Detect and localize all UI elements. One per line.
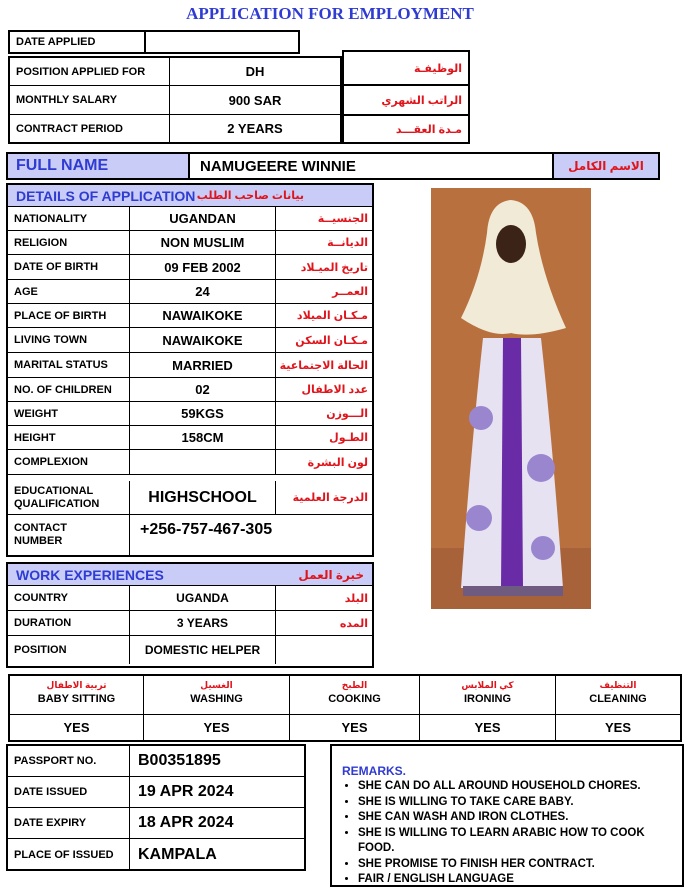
education-label-2: QUALIFICATION (14, 497, 100, 510)
details-row-ar: مـكـان الميلاد (296, 310, 368, 322)
work-header-label: WORK EXPERIENCES (16, 566, 164, 583)
work-header-ar: خبرة العمل (298, 567, 364, 582)
work-row (8, 636, 372, 664)
contact-label (8, 515, 130, 555)
details-row (8, 304, 372, 328)
details-row-ar: عدد الاطفال (301, 384, 368, 396)
skill-value: YES (556, 714, 680, 740)
education-value: HIGHSCHOOL (130, 481, 276, 514)
contact-label-1: CONTACT (14, 522, 67, 534)
details-row-label: COMPLEXION (8, 450, 130, 474)
position-ar: الوظيفـة (414, 62, 462, 75)
work-row-label: DURATION (8, 611, 130, 635)
remarks-list (342, 779, 674, 888)
details-row (8, 231, 372, 255)
details-row-label: HEIGHT (8, 426, 130, 449)
skill-ar: تربية الاطفال (46, 680, 107, 690)
skill-value: YES (144, 714, 289, 740)
details-row-value: 24 (130, 280, 276, 303)
skill-value: YES (420, 714, 555, 740)
passport-no-row (8, 746, 304, 777)
remarks-item: • SHE PROMISE TO FINISH HER CONTRACT. (358, 857, 674, 873)
place-issued-label: PLACE OF ISSUED (8, 839, 130, 870)
place-issued-value: KAMPALA (138, 845, 217, 863)
details-row-value: 02 (130, 378, 276, 401)
details-row-label: PLACE OF BIRTH (8, 304, 130, 327)
skill-value: YES (290, 714, 419, 740)
contract-ar-box (342, 116, 470, 144)
date-issued-value: 19 APR 2024 (138, 783, 234, 800)
education-ar: الدرجة العلمية (292, 492, 368, 504)
full-name-label: FULL NAME (8, 154, 190, 178)
details-row-value: 09 FEB 2002 (130, 255, 276, 279)
date-applied-value (146, 32, 298, 52)
skill-cell (144, 676, 290, 740)
passport-no-value: B00351895 (138, 752, 221, 769)
details-row-label: WEIGHT (8, 402, 130, 425)
details-header-ar: بيانات صاحب الطلب (196, 190, 304, 202)
contact-value: +256-757-467-305 (140, 521, 273, 538)
position-row (10, 58, 340, 86)
details-row-label: NATIONALITY (8, 207, 130, 230)
full-name-bar (6, 152, 660, 180)
remarks-header: REMARKS. (342, 764, 407, 778)
education-label-1: EDUCATIONAL (14, 484, 94, 497)
full-name-value: NAMUGEERE WINNIE (190, 154, 554, 178)
full-name-ar-cell (554, 154, 658, 178)
details-row (8, 426, 372, 450)
date-issued-row (8, 777, 304, 808)
details-header-label: DETAILS OF APPLICATION (16, 187, 196, 204)
work-row-label: COUNTRY (8, 586, 130, 610)
details-row-value (130, 450, 276, 474)
details-row-value: NON MUSLIM (130, 231, 276, 254)
salary-label: MONTHLY SALARY (10, 86, 170, 114)
remarks-item: • SHE CAN WASH AND IRON CLOTHES. (358, 810, 674, 826)
details-row-value: NAWAIKOKE (130, 328, 276, 352)
details-row (8, 353, 372, 378)
details-row-label: LIVING TOWN (8, 328, 130, 352)
skill-ar: الطبخ (341, 680, 368, 690)
remarks-item: • SHE IS WILLING TO LEARN ARABIC HOW TO COOK FOOD. (358, 826, 674, 857)
details-row-ar: الديانــة (327, 237, 368, 249)
details-row-label: DATE OF BIRTH (8, 255, 130, 279)
details-row (8, 207, 372, 231)
salary-ar: الراتب الشهري (381, 94, 462, 107)
details-row-ar: الـــوزن (326, 408, 368, 420)
details-row-label: NO. OF CHILDREN (8, 378, 130, 401)
work-row-ar: البلد (344, 592, 368, 605)
skill-value: YES (10, 714, 143, 740)
work-row (8, 586, 372, 611)
date-applied-box (8, 30, 300, 54)
skill-cell (556, 676, 680, 740)
details-row-value: 59KGS (130, 402, 276, 425)
details-row (8, 255, 372, 280)
contract-label: CONTRACT PERIOD (10, 115, 170, 142)
details-row-value: NAWAIKOKE (130, 304, 276, 327)
details-row-ar: مـكـان السكن (295, 334, 368, 347)
details-row-label: AGE (8, 280, 130, 303)
skill-ar: التنظيف (599, 680, 637, 690)
skill-label: CLEANING (589, 693, 647, 705)
skill-cell (10, 676, 144, 740)
remarks-item: • SHE CAN DO ALL AROUND HOUSEHOLD CHORES. (358, 779, 674, 795)
salary-ar-box (342, 86, 470, 116)
details-row-ar: لون البشرة (307, 456, 368, 469)
details-row (8, 402, 372, 426)
page-title: APPLICATION FOR EMPLOYMENT (186, 4, 474, 23)
details-row-ar: الطـول (329, 432, 368, 444)
contact-row (8, 515, 372, 555)
skill-label: WASHING (190, 693, 243, 705)
skill-ar: الغسيل (200, 680, 233, 690)
work-row-ar: المده (339, 617, 368, 630)
contact-label-2: NUMBER (14, 535, 63, 547)
details-row (8, 450, 372, 475)
work-row (8, 611, 372, 636)
remarks-item: • SHE IS WILLING TO TAKE CARE BABY. (358, 795, 674, 811)
contract-value: 2 YEARS (227, 121, 283, 136)
date-applied-label: DATE APPLIED (10, 32, 146, 52)
remarks-box (330, 744, 684, 887)
skill-ar: كي الملابس (461, 680, 514, 690)
date-expiry-row (8, 808, 304, 839)
salary-value: 900 SAR (228, 92, 282, 108)
date-expiry-value: 18 APR 2024 (138, 814, 234, 831)
details-row-label: MARITAL STATUS (8, 353, 130, 377)
position-ar-box (342, 50, 470, 86)
details-row-value: UGANDAN (130, 207, 276, 230)
skill-cell (420, 676, 556, 740)
education-label (8, 481, 130, 514)
details-row-ar: العمــر (332, 286, 368, 298)
details-row (8, 328, 372, 353)
skill-label: COOKING (328, 693, 381, 705)
details-row-value: 158CM (130, 426, 276, 449)
details-header (8, 185, 372, 207)
applicant-photo-illustration (431, 188, 591, 609)
full-name-ar: الاسم الكامل (568, 159, 644, 173)
details-row-ar: تاريخ الميـلاد (300, 261, 368, 274)
work-row-value: UGANDA (130, 586, 276, 610)
details-row-ar: الحالة الاجتماعية (279, 359, 368, 372)
details-row-label: RELIGION (8, 231, 130, 254)
work-row-label: POSITION (8, 636, 130, 664)
remarks-item: • FAIR / ENGLISH LANGUAGE (358, 872, 674, 888)
details-row (8, 378, 372, 402)
skill-cell (290, 676, 420, 740)
contract-row (10, 115, 340, 142)
details-row-value: MARRIED (130, 353, 276, 377)
position-label: POSITION APPLIED FOR (10, 58, 170, 85)
salary-row (10, 86, 340, 115)
applicant-photo (431, 188, 591, 609)
skill-label: BABY SITTING (37, 693, 116, 705)
contract-ar: مـدة العقـــد (395, 123, 462, 136)
skill-label: IRONING (463, 693, 512, 705)
passport-no-label: PASSPORT NO. (8, 746, 130, 776)
date-expiry-label: DATE EXPIRY (8, 808, 130, 838)
work-row-value: DOMESTIC HELPER (130, 636, 276, 664)
position-value: DH (245, 64, 265, 79)
education-row (8, 481, 372, 515)
date-issued-label: DATE ISSUED (8, 777, 130, 807)
details-row (8, 280, 372, 304)
details-row-ar: الجنسيــة (317, 213, 368, 225)
place-issued-row (8, 839, 304, 870)
work-header (8, 564, 372, 586)
work-row-value: 3 YEARS (130, 611, 276, 635)
